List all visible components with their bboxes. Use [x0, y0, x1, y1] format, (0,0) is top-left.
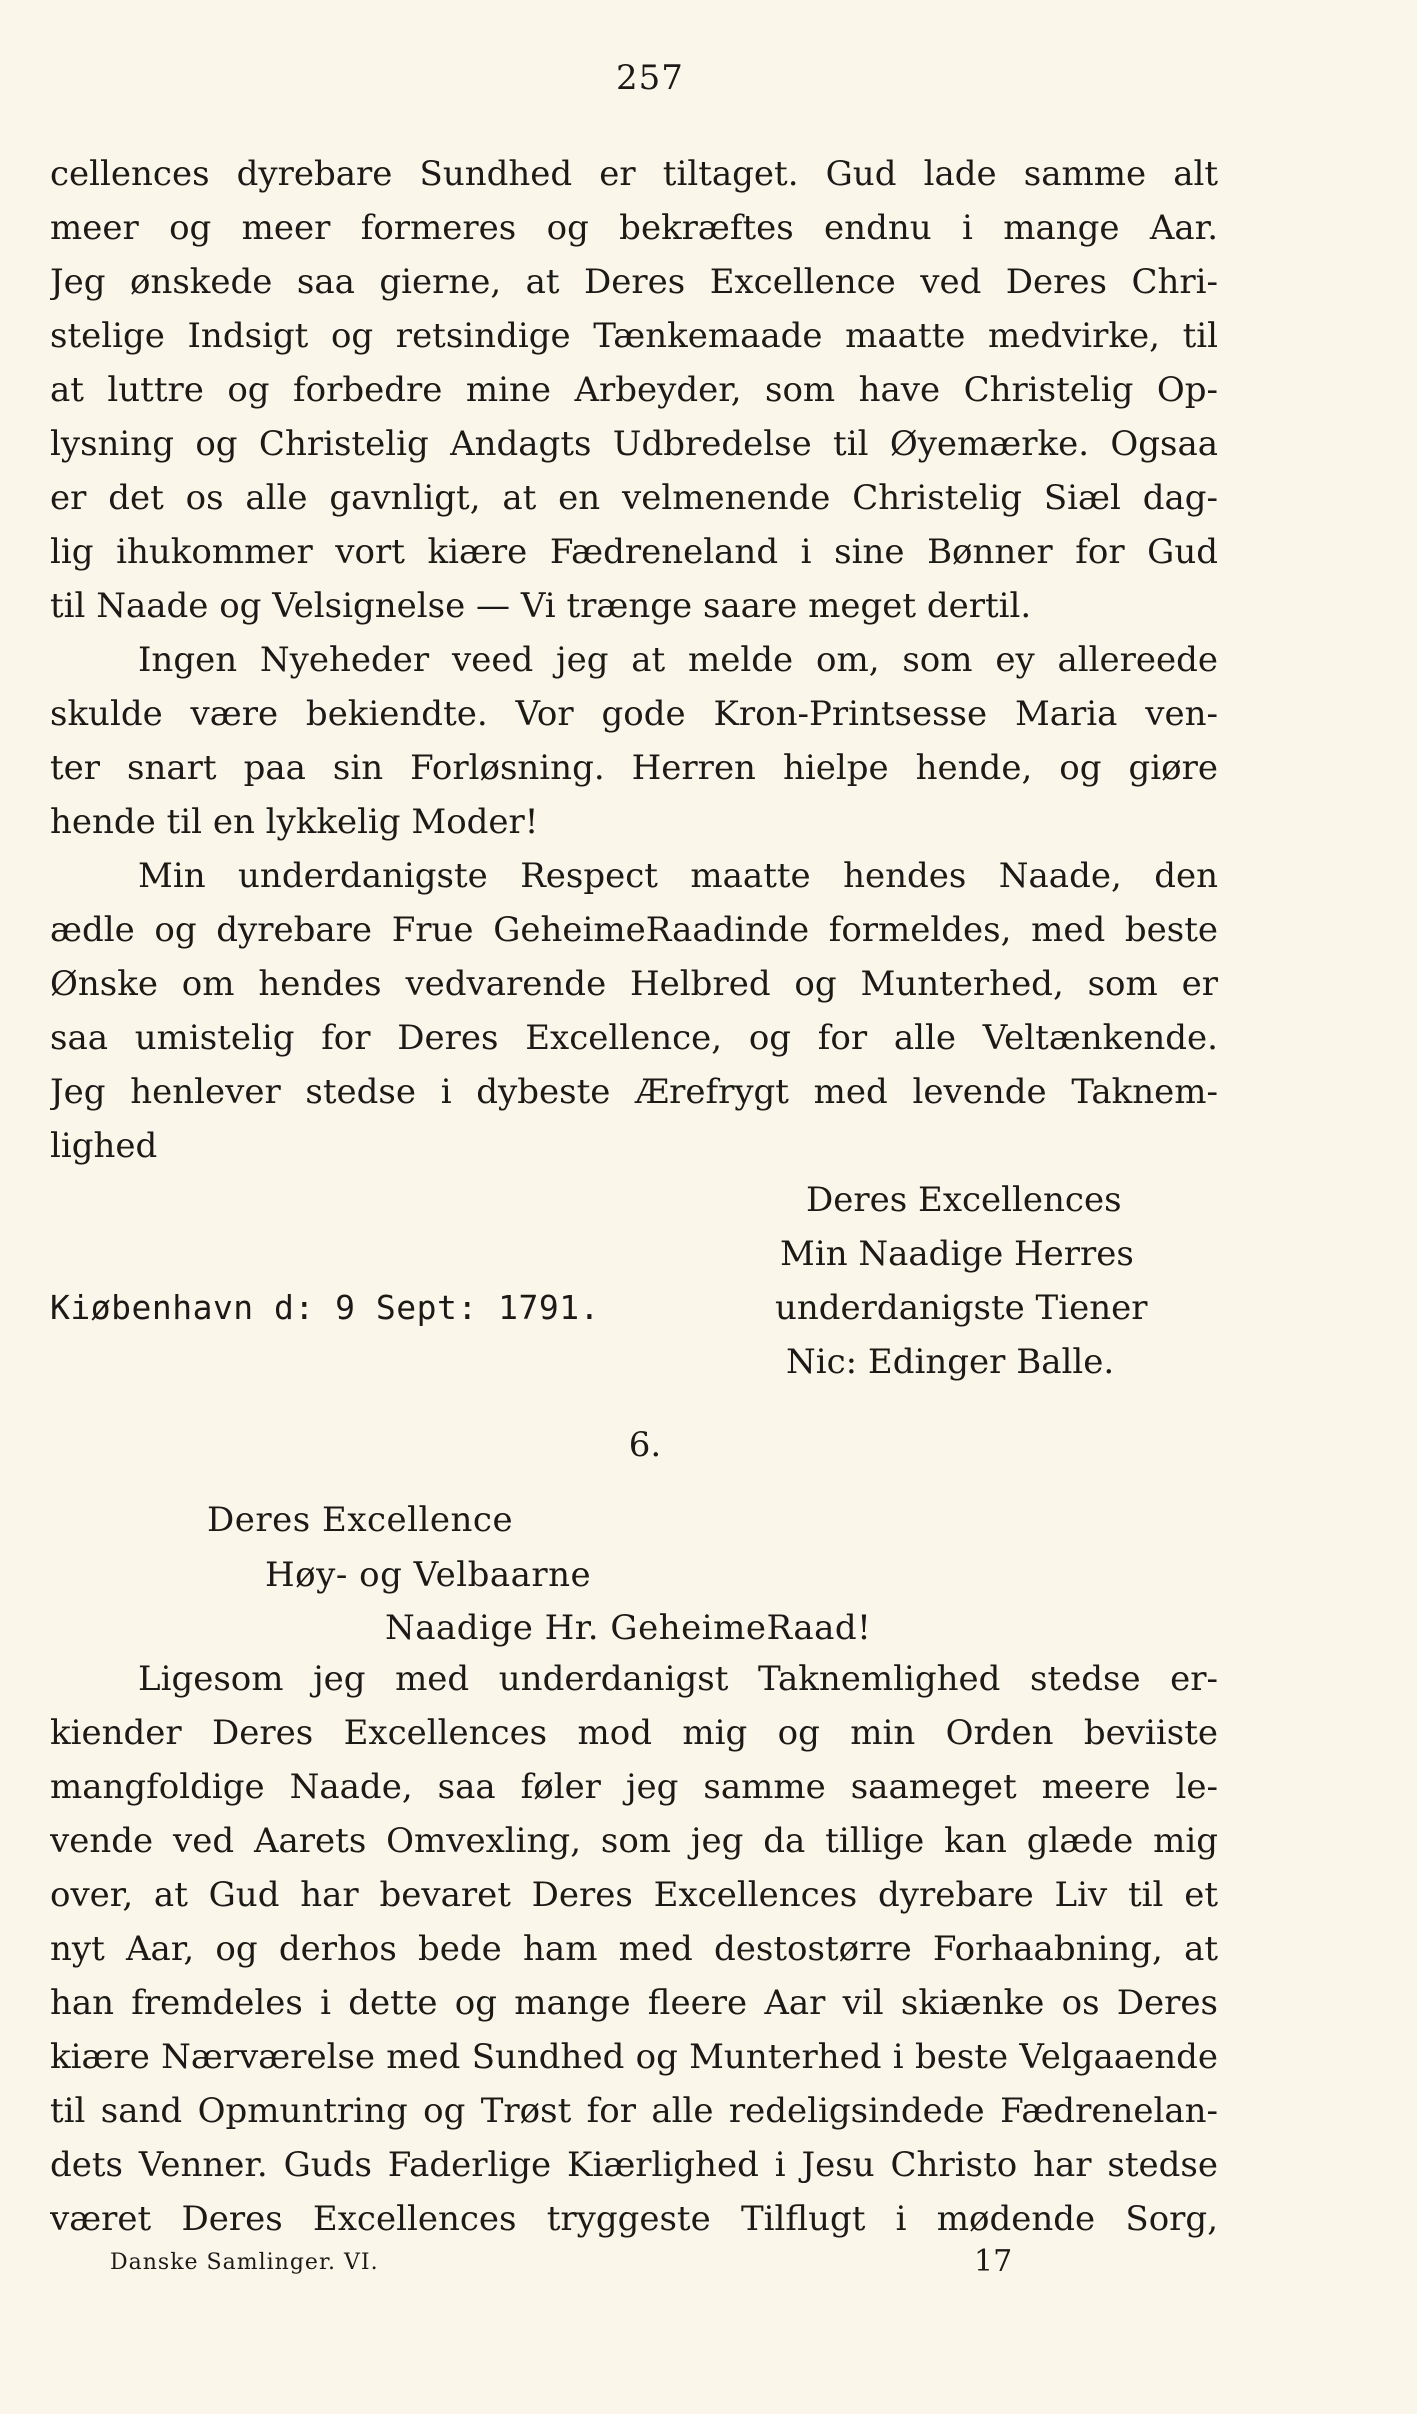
- text-line: cellences dyrebare Sundhed er tiltaget. Gud lade samme alt: [50, 154, 1218, 194]
- salutation-line-3: Naadige Hr. GeheimeRaad!: [385, 1608, 872, 1648]
- text-line: Ingen Nyeheder veed jeg at melde om, som ey allereede: [138, 640, 1218, 680]
- paragraph-1: [50, 147, 1218, 633]
- closing-line-1: Deres Excellences: [806, 1180, 1122, 1220]
- text-line: Jeg ønskede saa gierne, at Deres Excellence ved Deres Chri-: [50, 262, 1218, 302]
- paragraph-3: [50, 849, 1218, 1173]
- text-line: været Deres Excellences tryggeste Tilflugt i mødende Sorg,: [50, 2199, 1218, 2239]
- text-line: over, at Gud har bevaret Deres Excellences dyrebare Liv til et: [50, 1875, 1218, 1915]
- text-line: Ligesom jeg med underdanigst Taknemlighed stedse er-: [138, 1659, 1218, 1699]
- text-line: Ønske om hendes vedvarende Helbred og Munterhed, som er: [50, 964, 1218, 1004]
- paragraph-2: [50, 633, 1218, 849]
- text-line: ter snart paa sin Forløsning. Herren hielpe hende, og giøre: [50, 748, 1218, 788]
- text-line: Jeg henlever stedse i dybeste Ærefrygt med levende Taknem-: [50, 1072, 1218, 1112]
- text-line: skulde være bekiendte. Vor gode Kron-Printsesse Maria ven-: [50, 694, 1218, 734]
- text-line: kiender Deres Excellences mod mig og min Orden beviiste: [50, 1713, 1218, 1753]
- place-date-text: Kiøbenhavn d: 9 Sept: 1791.: [50, 1288, 600, 1327]
- text-line: han fremdeles i dette og mange fleere Aar vil skiænke os Deres: [50, 1983, 1218, 2023]
- text-line: at luttre og forbedre mine Arbeyder, som have Christelig Op-: [50, 370, 1218, 410]
- text-line: saa umistelig for Deres Excellence, og for alle Veltænkende.: [50, 1018, 1218, 1058]
- closing-line-3: underdanigste Tiener: [775, 1288, 1148, 1328]
- place-date: [50, 1281, 600, 1335]
- section-number: 6.: [628, 1425, 662, 1465]
- closing-line-2: Min Naadige Herres: [780, 1234, 1134, 1274]
- text-line: nyt Aar, og derhos bede ham med destostørre Forhaabning, at: [50, 1929, 1218, 1969]
- page-number: 257: [616, 58, 684, 98]
- text-line: kiære Nærværelse med Sundhed og Munterhed i beste Velgaaende: [50, 2037, 1218, 2077]
- footer-signature-mark: 17: [974, 2244, 1013, 2279]
- text-line: hende til en lykkelig Moder!: [50, 802, 539, 842]
- footer-source: Danske Samlinger. VI.: [110, 2250, 379, 2275]
- salutation-line-2: Høy- og Velbaarne: [265, 1555, 592, 1595]
- text-line: mangfoldige Naade, saa føler jeg samme saameget meere le-: [50, 1767, 1218, 1807]
- text-line: til sand Opmuntring og Trøst for alle redeligsindede Fædrenelan-: [50, 2091, 1218, 2131]
- text-line: er det os alle gavnligt, at en velmenende Christelig Siæl dag-: [50, 478, 1218, 518]
- text-line: til Naade og Velsignelse — Vi trænge saare meget dertil.: [50, 586, 1032, 626]
- text-line: lighed: [50, 1126, 158, 1166]
- paragraph-4: [50, 1652, 1218, 2246]
- text-line: vende ved Aarets Omvexling, som jeg da tillige kan glæde mig: [50, 1821, 1218, 1861]
- text-line: lysning og Christelig Andagts Udbredelse til Øyemærke. Ogsaa: [50, 424, 1218, 464]
- text-line: lig ihukommer vort kiære Fædreneland i sine Bønner for Gud: [50, 532, 1218, 572]
- salutation-line-1: Deres Excellence: [207, 1500, 514, 1540]
- text-line: dets Venner. Guds Faderlige Kiærlighed i Jesu Christo har stedse: [50, 2145, 1218, 2185]
- text-line: meer og meer formeres og bekræftes endnu i mange Aar.: [50, 208, 1218, 248]
- text-line: stelige Indsigt og retsindige Tænkemaade maatte medvirke, til: [50, 316, 1218, 356]
- closing-line-4: Nic: Edinger Balle.: [786, 1342, 1115, 1382]
- text-line: Min underdanigste Respect maatte hendes Naade, den: [138, 856, 1218, 896]
- text-line: ædle og dyrebare Frue GeheimeRaadinde formeldes, med beste: [50, 910, 1218, 950]
